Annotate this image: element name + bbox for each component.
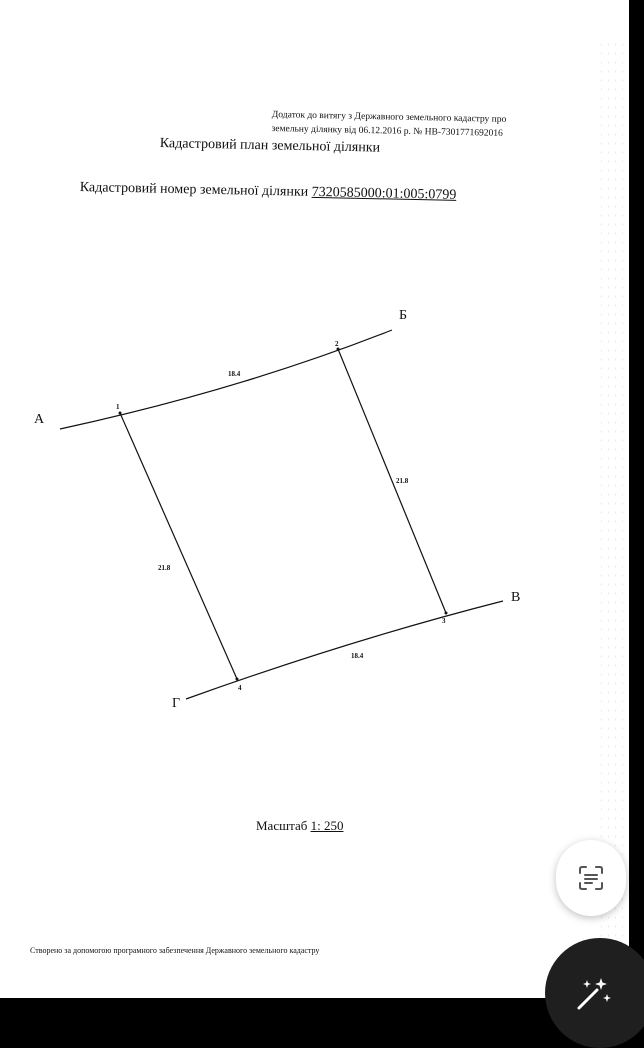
- magic-wand-icon: [573, 974, 613, 1014]
- neighbor-label-v: В: [511, 590, 521, 605]
- point-label-1: 1: [116, 403, 120, 411]
- footer-note: Створено за допомогою програмного забезпечення Державного земельного кадастру: [30, 946, 320, 955]
- neighbor-label-a: А: [34, 412, 45, 427]
- scale-value: 1: 250: [310, 818, 344, 833]
- side-length-3-4: 18.4: [351, 652, 364, 660]
- vertex-4: [236, 678, 239, 681]
- cadastral-number-label: Кадастровий номер земельної ділянки: [79, 180, 309, 200]
- side-length-4-1: 21.8: [158, 564, 171, 572]
- scan-text-icon: [578, 865, 604, 891]
- point-label-3: 3: [442, 617, 446, 625]
- point-label-4: 4: [238, 684, 242, 692]
- neighbor-label-b: Б: [399, 308, 408, 323]
- annex-line-2: земельну ділянку від 06.12.2016 р. № НВ-7301771692016: [271, 123, 503, 139]
- boundary-line-bottom: [186, 601, 503, 699]
- side-length-2-3: 21.8: [396, 477, 409, 485]
- neighbor-label-g: Г: [172, 696, 181, 711]
- vertex-3: [445, 612, 448, 615]
- scale-label: Масштаб: [256, 818, 308, 833]
- boundary-line-top: [60, 330, 392, 429]
- cadastral-number: 7320585000:01:005:0799: [311, 184, 457, 203]
- parcel-side-2-3: [338, 349, 446, 613]
- magic-edit-button[interactable]: [545, 938, 644, 1048]
- parcel-side-4-1: [120, 413, 237, 679]
- point-label-2: 2: [335, 340, 339, 348]
- annex-line-1: Додаток до витягу з Державного земельного кадастру про: [271, 109, 507, 125]
- scale-line: [256, 818, 343, 834]
- scan-text-button[interactable]: [556, 840, 626, 916]
- vertex-1: [119, 412, 122, 415]
- side-length-1-2: 18.4: [228, 370, 241, 378]
- plan-title: Кадастровий план земельної ділянки: [159, 136, 381, 156]
